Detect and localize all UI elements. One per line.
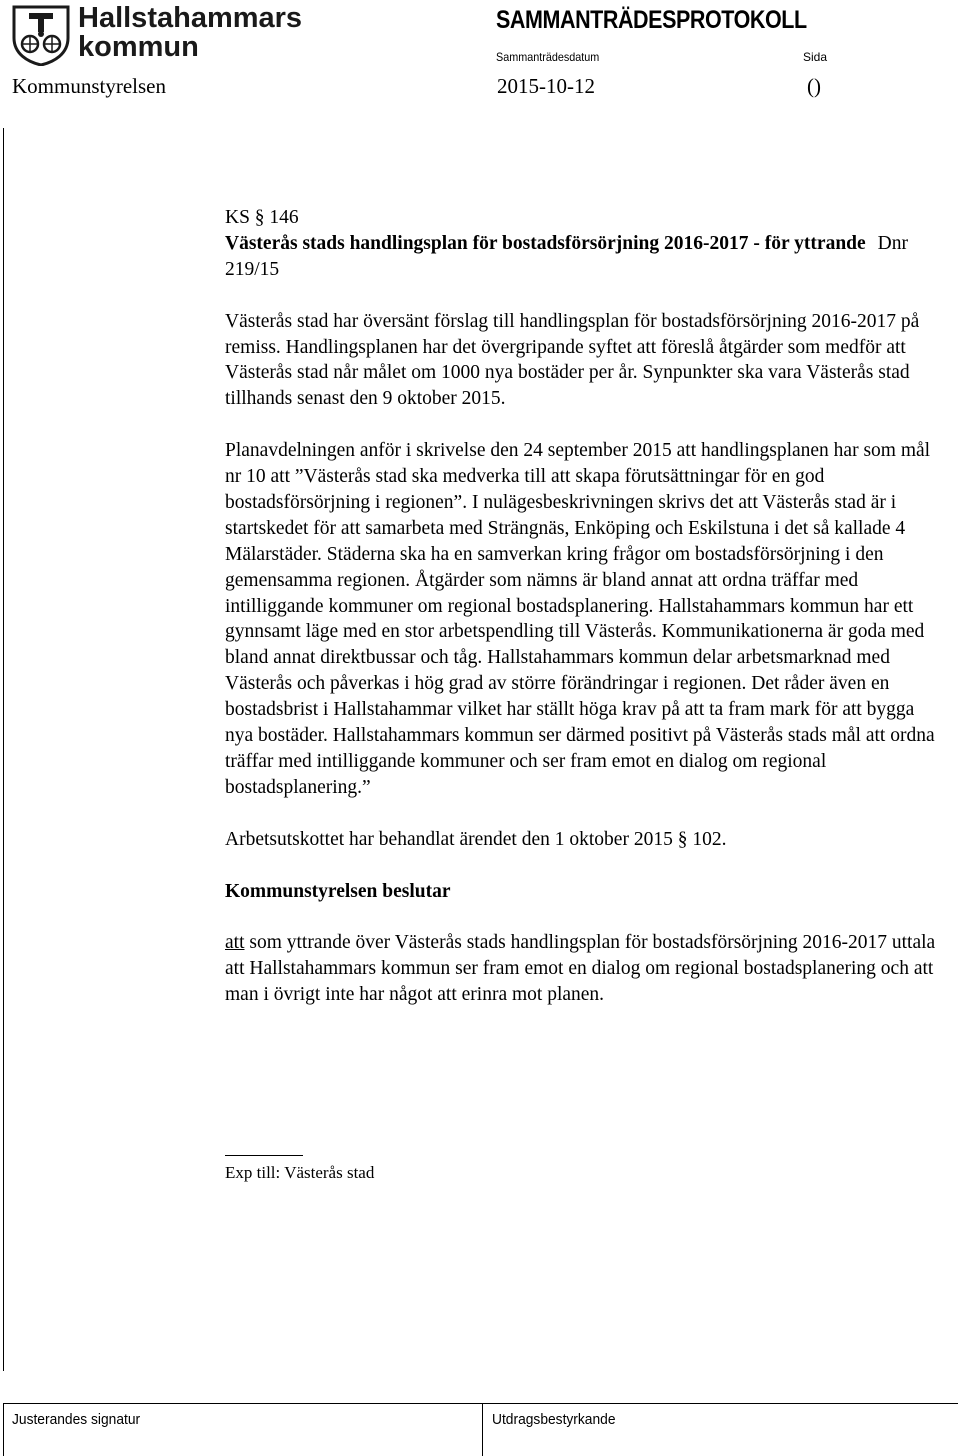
document-type-title: SAMMANTRÄDESPROTOKOLL [496, 6, 807, 34]
organization-name [78, 4, 302, 62]
footnote-rule [225, 1155, 303, 1156]
decision-keyword: att [225, 932, 245, 954]
left-margin-rule [3, 128, 4, 1371]
page-label: Sida [803, 50, 828, 64]
protocol-body [225, 205, 945, 1008]
paragraph-background: Västerås stad har översänt förslag till handlingsplan för bostadsförsörjning 2016-2017 på remiss. Handlingsplanen har det övergripande syftet att föreslå åtgärder som medför att Västerås stad når målet om 1000 nya bostäder per år. Synpunkter ska vara Västerås stad tillhands senast den 9 oktober 2015. [225, 310, 920, 410]
case-title [225, 231, 945, 283]
decision-heading: Kommunstyrelsen beslutar [225, 880, 451, 902]
page-number: () [807, 74, 821, 98]
decision-paragraph [225, 930, 945, 1008]
municipality-crest-logo [10, 4, 72, 66]
extract-certification-label: Utdragsbestyrkande [492, 1411, 616, 1428]
meeting-date: 2015-10-12 [497, 74, 595, 98]
distribution-note: Exp till: Västerås stad [225, 1163, 375, 1182]
case-dnr: Dnr 219/15 [225, 232, 908, 280]
decision-text: som yttrande över Västerås stads handlingsplan för bostadsförsörjning 2016-2017 uttala att Hallstahammars kommun ser fram emot en dialog om regional bostadsplanering och att man i övrigt inte har något att erinra mot planen. [225, 932, 936, 1006]
paragraph-planning-statement: Planavdelningen anför i skrivelse den 24 september 2015 att handlingsplanen har som mål nr 10 att ”Västerås stad ska medverka till att skapa förutsättningar för en god bostadsförsörjning i regionen”. I nulägesbeskrivningen skrivs det att Västerås stad är i startskedet för att samarbeta med Strängnäs, Enköping och Eskilstuna i det så kallade 4 Mälarstäder. Städerna ska ha en samverkan kring frågor om bostadsförsörjning i den gemensamma regionen. Åtgärder som nämns är bland annat att ordna träffar med intilliggande kommuner om regional bostadsplanering. Hallstahammars kommun har ett gynnsamt läge med en stor arbetspendling till Västerås. Kommunikationerna är goda med bland annat direktbussar och tåg. Hallstahammars kommun delar arbetsmarknad med Västerås och påverkas i hög grad av större förändringar i regionen. Det råder även en bostadsbrist i Hallstahammar vilket har ställt höga krav på att ta fram mark för att bygga nya bostäder. Hallstahammars kommun ser därmed positivt på Västerås stads mål att ordna träffar med intilliggande kommuner och ser fram emot en dialog om regional bostadsplanering.” [225, 440, 935, 798]
signature-label: Justerandes signatur [12, 1411, 141, 1428]
case-title-text: Västerås stads handlingsplan för bostadsförsörjning 2016-2017 - för yttrande [225, 232, 866, 254]
committee-name: Kommunstyrelsen [12, 74, 166, 98]
meeting-date-label: Sammanträdesdatum [496, 50, 600, 64]
org-name-line1: Hallstahammars [78, 2, 303, 34]
case-number: KS § 146 [225, 207, 299, 228]
paragraph-committee-handling: Arbetsutskottet har behandlat ärendet den 1 oktober 2015 § 102. [225, 828, 727, 850]
footer-left-rule [3, 1403, 4, 1456]
footer-divider-rule [482, 1403, 483, 1456]
footer-rule [3, 1403, 958, 1404]
org-name-line2: kommun [78, 31, 199, 63]
